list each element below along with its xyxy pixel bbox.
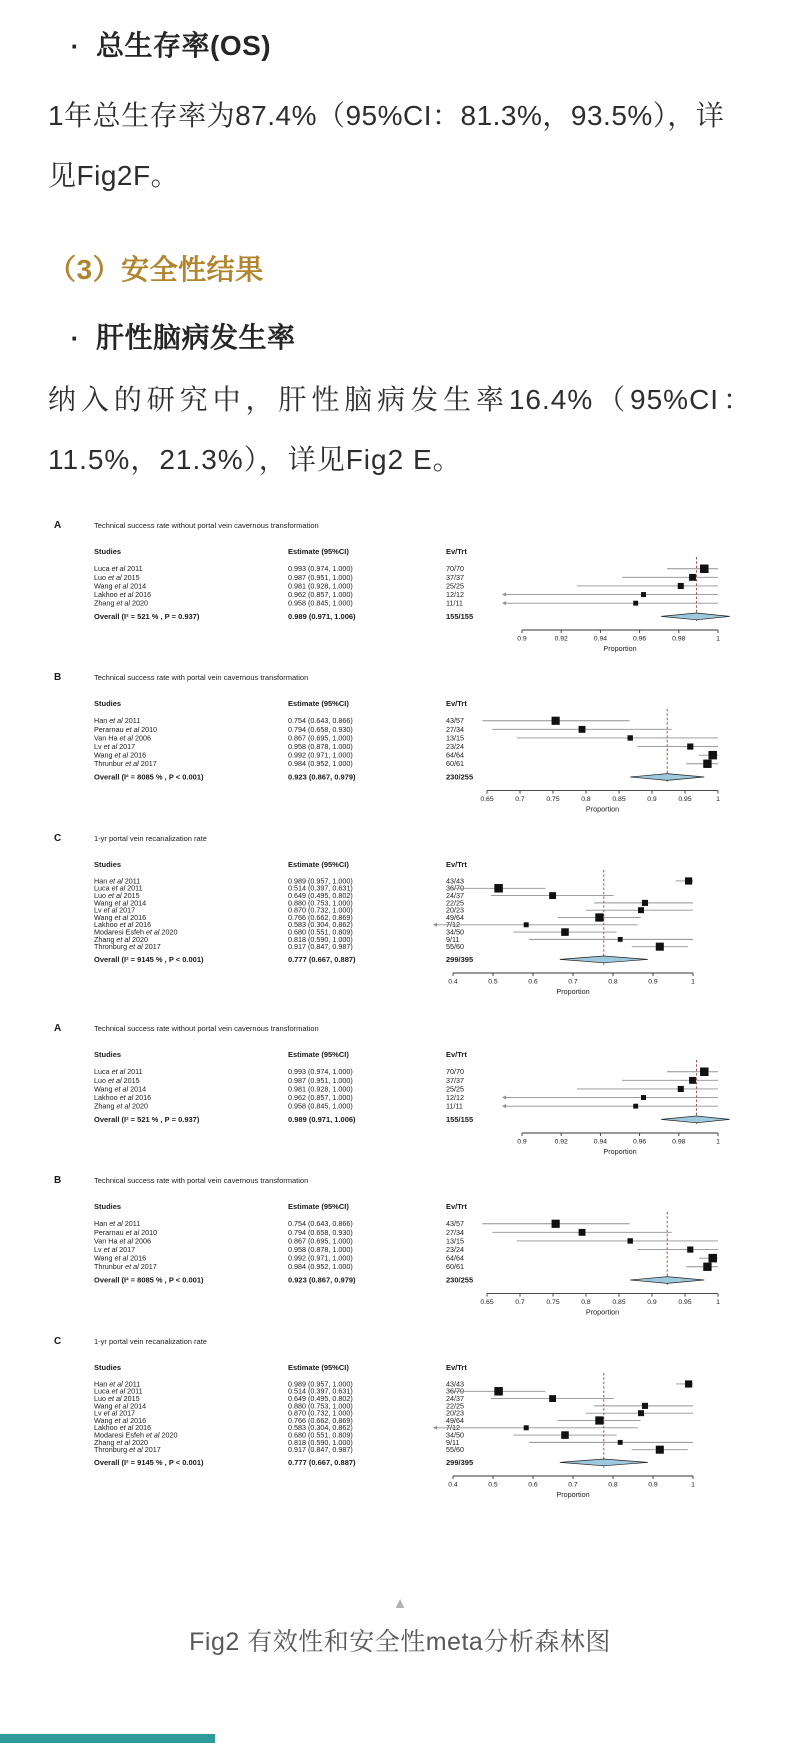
panel-title: 1-yr portal vein recanalization rate (94, 1337, 207, 1346)
study-evtrt: 20/23 (446, 905, 464, 915)
effect-marker (595, 913, 603, 921)
column-header-evtrt: Ev/Trt (446, 547, 467, 556)
effect-marker (656, 943, 664, 951)
study-evtrt: 34/50 (446, 1430, 464, 1440)
x-tick-label: 0.8 (608, 1481, 618, 1489)
x-tick-label: 0.85 (612, 796, 626, 804)
study-estimate: 0.987 (0.951, 1.000) (288, 1075, 353, 1085)
effect-marker (642, 900, 648, 906)
study-name: Wang et al 2016 (94, 750, 147, 760)
overall-label: Overall (I² = 8085 % , P < 0.001) (94, 1275, 204, 1285)
study-estimate: 0.958 (0.845, 1.000) (288, 1101, 353, 1111)
study-estimate: 0.649 (0.495, 0.802) (288, 1393, 353, 1403)
overall-estimate: 0.777 (0.667, 0.887) (288, 1458, 356, 1467)
x-tick-label: 1 (691, 978, 695, 986)
effect-marker (700, 565, 709, 574)
x-tick-label: 0.94 (593, 635, 608, 643)
effect-marker (618, 1440, 623, 1445)
study-estimate: 0.992 (0.971, 1.000) (288, 750, 353, 760)
study-name: Wang et al 2016 (94, 1253, 147, 1263)
study-estimate: 0.680 (0.551, 0.809) (288, 1430, 353, 1440)
effect-marker (524, 922, 529, 927)
study-evtrt: 27/34 (446, 1227, 464, 1237)
panel-letter: B (54, 1175, 62, 1186)
x-tick-label: 0.7 (515, 1299, 525, 1307)
effect-marker (641, 1095, 646, 1100)
bullet-label-he: 肝性脑病发生率 (96, 322, 296, 353)
x-axis-label: Proportion (556, 987, 590, 996)
effect-marker (708, 1254, 717, 1263)
study-evtrt: 25/25 (446, 1084, 464, 1094)
column-header-estimate: Estimate (95%CI) (288, 1363, 349, 1372)
study-estimate: 0.818 (0.590, 1.000) (288, 934, 353, 944)
study-estimate: 0.989 (0.957, 1.000) (288, 1379, 353, 1389)
study-estimate: 0.870 (0.732, 1.000) (288, 1408, 353, 1418)
study-estimate: 0.794 (0.658, 0.930) (288, 724, 353, 734)
study-name: Thrunbur et al 2017 (94, 759, 157, 769)
panel-title: 1-yr portal vein recanalization rate (94, 834, 207, 843)
column-header-studies: Studies (94, 1050, 122, 1059)
effect-marker (628, 735, 633, 740)
study-estimate: 0.766 (0.662, 0.869) (288, 1415, 353, 1425)
x-tick-label: 1 (716, 1299, 720, 1307)
overall-diamond (630, 774, 704, 781)
effect-marker (703, 1263, 711, 1271)
study-name: Han et al 2011 (94, 1379, 141, 1389)
study-evtrt: 34/50 (446, 927, 464, 937)
x-axis-label: Proportion (556, 1490, 590, 1499)
study-name: Han et al 2011 (94, 876, 141, 886)
x-tick-label: 0.92 (554, 1138, 568, 1146)
study-estimate: 0.870 (0.732, 1.000) (288, 905, 353, 915)
x-tick-label: 1 (716, 635, 720, 643)
effect-marker (689, 1077, 696, 1084)
collapse-triangle-icon: ▲ (392, 1595, 408, 1612)
study-name: Luo et al 2015 (94, 1393, 140, 1403)
x-tick-label: 0.7 (568, 978, 578, 986)
study-evtrt: 36/70 (446, 883, 464, 893)
study-estimate: 0.917 (0.847, 0.987) (288, 1445, 353, 1455)
study-evtrt: 49/64 (446, 1415, 464, 1425)
panel-letter: A (54, 520, 62, 531)
x-tick-label: 1 (716, 1138, 720, 1146)
x-tick-label: 0.98 (672, 635, 686, 643)
study-name: Zhang et al 2020 (94, 934, 148, 944)
x-tick-label: 0.9 (648, 978, 658, 986)
study-name: Lakhoo et al 2016 (94, 1423, 152, 1433)
panel-title: Technical success rate with portal vein cavernous transformation (94, 673, 309, 682)
ci-arrow-left (433, 1426, 437, 1430)
study-evtrt: 64/64 (446, 1253, 464, 1263)
study-name: Wang et al 2014 (94, 1084, 147, 1094)
effect-marker (656, 1446, 664, 1454)
study-evtrt: 24/37 (446, 890, 464, 900)
ci-arrow-left (502, 1096, 506, 1100)
study-evtrt: 20/23 (446, 1408, 464, 1418)
study-estimate: 0.680 (0.551, 0.809) (288, 927, 353, 937)
forest-panel-A (48, 516, 760, 658)
overall-evtrt: 155/155 (446, 612, 474, 621)
effect-marker (678, 583, 684, 589)
study-name: Han et al 2011 (94, 1219, 141, 1229)
study-name: Thronburg et al 2017 (94, 1445, 161, 1455)
study-name: Luca et al 2011 (94, 1386, 143, 1396)
study-evtrt: 55/60 (446, 1445, 464, 1455)
x-tick-label: 0.65 (480, 1299, 494, 1307)
overall-diamond (661, 1116, 730, 1123)
effect-marker (633, 601, 638, 606)
effect-marker (628, 1238, 633, 1243)
effect-marker (708, 751, 717, 760)
bullet-item-he (48, 318, 752, 358)
effect-marker (678, 1086, 684, 1092)
forest-panel-A (48, 1019, 760, 1161)
column-header-estimate: Estimate (95%CI) (288, 860, 349, 869)
study-name: Van Ha et al 2006 (94, 733, 152, 743)
study-name: Thrunbur et al 2017 (94, 1262, 157, 1272)
column-header-estimate: Estimate (95%CI) (288, 1202, 349, 1211)
study-estimate: 0.989 (0.957, 1.000) (288, 876, 353, 886)
panel-letter: C (54, 833, 62, 844)
effect-marker (552, 1220, 560, 1228)
study-estimate: 0.917 (0.847, 0.987) (288, 942, 353, 952)
effect-marker (579, 726, 586, 733)
column-header-estimate: Estimate (95%CI) (288, 1050, 349, 1059)
effect-marker (687, 1246, 693, 1252)
column-header-studies: Studies (94, 1363, 122, 1372)
study-name: Luo et al 2015 (94, 1075, 140, 1085)
study-estimate: 0.962 (0.857, 1.000) (288, 589, 353, 599)
overall-evtrt: 155/155 (446, 1115, 474, 1124)
figure-caption: Fig2 有效性和安全性meta分析森林图 (189, 1628, 611, 1656)
overall-label: Overall (I² = 521 % , P = 0.937) (94, 1115, 200, 1124)
study-estimate: 0.514 (0.397, 0.631) (288, 883, 353, 893)
study-evtrt: 12/12 (446, 589, 464, 599)
x-tick-label: 0.6 (528, 1481, 538, 1489)
study-estimate: 0.958 (0.878, 1.000) (288, 1244, 353, 1254)
study-estimate: 0.754 (0.643, 0.866) (288, 1219, 353, 1229)
x-axis-label: Proportion (603, 644, 637, 653)
forest-panel-C (48, 1332, 760, 1504)
effect-marker (579, 1229, 586, 1236)
column-header-studies: Studies (94, 860, 122, 869)
effect-marker (561, 1431, 569, 1439)
x-tick-label: 0.7 (568, 1481, 578, 1489)
x-tick-label: 0.95 (678, 796, 692, 804)
x-tick-label: 0.98 (672, 1138, 686, 1146)
study-estimate: 0.962 (0.857, 1.000) (288, 1092, 353, 1102)
study-name: Perarnau et al 2010 (94, 724, 158, 734)
study-estimate: 0.993 (0.974, 1.000) (288, 1067, 353, 1077)
study-estimate: 0.984 (0.952, 1.000) (288, 759, 353, 769)
x-tick-label: 1 (716, 796, 720, 804)
x-tick-label: 0.75 (546, 796, 560, 804)
overall-evtrt: 299/395 (446, 1458, 474, 1467)
study-estimate: 0.981 (0.928, 1.000) (288, 1084, 353, 1094)
study-name: Luo et al 2015 (94, 890, 140, 900)
panel-title: Technical success rate without portal vein cavernous transformation (94, 521, 319, 530)
effect-marker (595, 1416, 603, 1424)
column-header-evtrt: Ev/Trt (446, 1050, 467, 1059)
x-tick-label: 0.65 (480, 796, 494, 804)
study-name: Wang et al 2014 (94, 581, 147, 591)
study-estimate: 0.583 (0.304, 0.862) (288, 920, 353, 930)
column-header-evtrt: Ev/Trt (446, 1202, 467, 1211)
study-estimate: 0.754 (0.643, 0.866) (288, 716, 353, 726)
study-evtrt: 7/12 (446, 1423, 460, 1433)
x-tick-label: 0.9 (647, 796, 657, 804)
study-estimate: 0.766 (0.662, 0.869) (288, 912, 353, 922)
study-estimate: 0.794 (0.658, 0.930) (288, 1227, 353, 1237)
column-header-evtrt: Ev/Trt (446, 860, 467, 869)
column-header-estimate: Estimate (95%CI) (288, 547, 349, 556)
x-tick-label: 0.85 (612, 1299, 626, 1307)
overall-label: Overall (I² = 8085 % , P < 0.001) (94, 772, 204, 782)
effect-marker (561, 928, 569, 936)
effect-marker (524, 1425, 529, 1430)
effect-marker (641, 592, 646, 597)
effect-marker (549, 1395, 556, 1402)
column-header-estimate: Estimate (95%CI) (288, 699, 349, 708)
study-evtrt: 7/12 (446, 920, 460, 930)
study-estimate: 0.867 (0.695, 1.000) (288, 733, 353, 743)
section-heading-safety: （3）安全性结果 (48, 254, 264, 285)
column-header-studies: Studies (94, 699, 122, 708)
ci-arrow-left (502, 601, 506, 605)
study-evtrt: 22/25 (446, 898, 464, 908)
effect-marker (700, 1068, 709, 1077)
x-tick-label: 0.96 (632, 635, 647, 643)
effect-marker (494, 884, 503, 893)
study-name: Perarnau et al 2010 (94, 1227, 158, 1237)
study-name: Lv et al 2017 (94, 905, 136, 915)
effect-marker (642, 1403, 648, 1409)
study-name: Wang et al 2016 (94, 1415, 147, 1425)
study-name: Modaresi Esfeh et al 2020 (94, 927, 178, 937)
study-evtrt: 70/70 (446, 564, 464, 574)
study-estimate: 0.880 (0.753, 1.000) (288, 898, 353, 908)
overall-evtrt: 299/395 (446, 955, 474, 964)
x-tick-label: 0.8 (581, 1299, 591, 1307)
study-evtrt: 60/61 (446, 1262, 464, 1272)
bullet-label-os: 总生存率(OS) (96, 30, 272, 61)
study-name: Lv et al 2017 (94, 1408, 136, 1418)
bullet-dot-icon: · (70, 31, 80, 61)
bullet-dot-icon: · (70, 323, 80, 353)
overall-estimate: 0.989 (0.971, 1.006) (288, 612, 356, 621)
study-estimate: 0.958 (0.845, 1.000) (288, 598, 353, 608)
study-evtrt: 23/24 (446, 1244, 464, 1254)
overall-diamond (630, 1277, 704, 1284)
study-estimate: 0.867 (0.695, 1.000) (288, 1236, 353, 1246)
effect-marker (703, 760, 711, 768)
bullet-item-os (48, 26, 752, 66)
overall-evtrt: 230/255 (446, 772, 474, 782)
overall-diamond (560, 956, 648, 963)
study-estimate: 0.993 (0.974, 1.000) (288, 564, 353, 574)
x-tick-label: 0.92 (554, 635, 568, 643)
forest-figure-block (48, 1019, 752, 1504)
x-axis-label: Proportion (603, 1147, 637, 1156)
study-name: Lakhoo et al 2016 (94, 589, 152, 599)
x-tick-label: 0.96 (632, 1138, 647, 1146)
x-tick-label: 0.9 (648, 1481, 658, 1489)
study-evtrt: 43/43 (446, 876, 464, 886)
panel-title: Technical success rate without portal vein cavernous transformation (94, 1024, 319, 1033)
ci-arrow-left (502, 1104, 506, 1108)
x-tick-label: 0.75 (546, 1299, 560, 1307)
study-evtrt: 70/70 (446, 1067, 464, 1077)
study-estimate: 0.818 (0.590, 1.000) (288, 1437, 353, 1447)
forest-figure (48, 516, 752, 1504)
x-tick-label: 1 (691, 1481, 695, 1489)
figure-caption-wrap (0, 1596, 800, 1658)
forest-panel-C (48, 829, 760, 1001)
column-header-studies: Studies (94, 1202, 122, 1211)
effect-marker (689, 574, 696, 581)
x-tick-label: 0.5 (488, 978, 498, 986)
x-tick-label: 0.8 (581, 796, 591, 804)
study-evtrt: 9/11 (446, 1437, 460, 1447)
study-evtrt: 11/11 (446, 598, 463, 608)
study-estimate: 0.984 (0.952, 1.000) (288, 1262, 353, 1272)
panel-letter: B (54, 672, 62, 683)
effect-marker (552, 717, 560, 725)
study-name: Zhang et al 2020 (94, 1437, 148, 1447)
study-estimate: 0.992 (0.971, 1.000) (288, 1253, 353, 1263)
study-evtrt: 27/34 (446, 724, 464, 734)
study-evtrt: 13/15 (446, 1236, 464, 1246)
study-name: Van Ha et al 2006 (94, 1236, 152, 1246)
effect-marker (685, 1380, 692, 1387)
forest-panel-B (48, 1171, 760, 1322)
column-header-studies: Studies (94, 547, 122, 556)
effect-marker (494, 1387, 503, 1396)
study-evtrt: 43/57 (446, 716, 464, 726)
overall-estimate: 0.777 (0.667, 0.887) (288, 955, 356, 964)
study-name: Lakhoo et al 2016 (94, 1092, 152, 1102)
overall-evtrt: 230/255 (446, 1275, 474, 1285)
x-tick-label: 0.9 (517, 635, 527, 643)
study-estimate: 0.880 (0.753, 1.000) (288, 1401, 353, 1411)
x-tick-label: 0.4 (448, 978, 458, 986)
study-name: Thronburg et al 2017 (94, 942, 161, 952)
effect-marker (549, 892, 556, 899)
effect-marker (618, 937, 623, 942)
paragraph-os: 1年总生存率为87.4%（95%CI：81.3%，93.5%），详见Fig2F。 (48, 100, 725, 191)
study-evtrt: 23/24 (446, 741, 464, 751)
paragraph-he: 纳入的研究中，肝性脑病发生率16.4%（95%CI：11.5%，21.3%），详见Fig2 E。 (48, 384, 752, 475)
effect-marker (685, 877, 692, 884)
study-name: Luca et al 2011 (94, 1067, 143, 1077)
study-name: Lv et al 2017 (94, 1244, 136, 1254)
x-tick-label: 0.9 (647, 1299, 657, 1307)
study-evtrt: 36/70 (446, 1386, 464, 1396)
overall-estimate: 0.923 (0.867, 0.979) (288, 772, 356, 782)
overall-diamond (560, 1459, 648, 1466)
study-name: Modaresi Esfeh et al 2020 (94, 1430, 178, 1440)
study-name: Zhang et al 2020 (94, 1101, 148, 1111)
x-tick-label: 0.95 (678, 1299, 692, 1307)
effect-marker (638, 1410, 644, 1416)
effect-marker (633, 1104, 638, 1109)
forest-panel-B (48, 668, 760, 819)
study-evtrt: 9/11 (446, 934, 460, 944)
study-estimate: 0.583 (0.304, 0.862) (288, 1423, 353, 1433)
study-evtrt: 37/37 (446, 572, 464, 582)
effect-marker (687, 743, 693, 749)
study-evtrt: 12/12 (446, 1092, 464, 1102)
study-evtrt: 22/25 (446, 1401, 464, 1411)
study-evtrt: 37/37 (446, 1075, 464, 1085)
study-name: Zhang et al 2020 (94, 598, 148, 608)
x-tick-label: 0.5 (488, 1481, 498, 1489)
ci-arrow-left (502, 593, 506, 597)
x-axis-label: Proportion (585, 1307, 620, 1317)
study-estimate: 0.958 (0.878, 1.000) (288, 741, 353, 751)
study-evtrt: 25/25 (446, 581, 464, 591)
column-header-evtrt: Ev/Trt (446, 699, 467, 708)
effect-marker (638, 907, 644, 913)
study-estimate: 0.981 (0.928, 1.000) (288, 581, 353, 591)
overall-label: Overall (I² = 9145 % , P < 0.001) (94, 955, 204, 964)
study-name: Luca et al 2011 (94, 564, 143, 574)
study-evtrt: 55/60 (446, 942, 464, 952)
x-tick-label: 0.94 (593, 1138, 608, 1146)
study-evtrt: 60/61 (446, 759, 464, 769)
study-estimate: 0.649 (0.495, 0.802) (288, 890, 353, 900)
study-evtrt: 24/37 (446, 1393, 464, 1403)
study-estimate: 0.987 (0.951, 1.000) (288, 572, 353, 582)
study-name: Wang et al 2016 (94, 912, 147, 922)
column-header-evtrt: Ev/Trt (446, 1363, 467, 1372)
x-tick-label: 0.6 (528, 978, 538, 986)
overall-label: Overall (I² = 521 % , P = 0.937) (94, 612, 200, 621)
study-evtrt: 11/11 (446, 1101, 463, 1111)
study-name: Lv et al 2017 (94, 741, 136, 751)
overall-estimate: 0.923 (0.867, 0.979) (288, 1275, 356, 1285)
overall-estimate: 0.989 (0.971, 1.006) (288, 1115, 356, 1124)
x-tick-label: 0.9 (517, 1138, 527, 1146)
x-axis-label: Proportion (585, 804, 620, 814)
overall-diamond (661, 613, 730, 620)
study-evtrt: 49/64 (446, 912, 464, 922)
study-name: Wang et al 2014 (94, 1401, 147, 1411)
overall-label: Overall (I² = 9145 % , P < 0.001) (94, 1458, 204, 1467)
study-name: Luo et al 2015 (94, 572, 140, 582)
study-name: Lakhoo et al 2016 (94, 920, 152, 930)
study-evtrt: 43/57 (446, 1219, 464, 1229)
x-tick-label: 0.4 (448, 1481, 458, 1489)
study-evtrt: 13/15 (446, 733, 464, 743)
study-name: Luca et al 2011 (94, 883, 143, 893)
x-tick-label: 0.8 (608, 978, 618, 986)
x-tick-label: 0.7 (515, 796, 525, 804)
panel-letter: A (54, 1023, 62, 1034)
ci-arrow-left (433, 923, 437, 927)
study-name: Wang et al 2014 (94, 898, 147, 908)
study-evtrt: 43/43 (446, 1379, 464, 1389)
panel-letter: C (54, 1336, 62, 1347)
forest-figure-block (48, 516, 752, 1001)
study-name: Han et al 2011 (94, 716, 141, 726)
footer-accent-bar (0, 1734, 215, 1743)
study-evtrt: 64/64 (446, 750, 464, 760)
panel-title: Technical success rate with portal vein cavernous transformation (94, 1176, 309, 1185)
study-estimate: 0.514 (0.397, 0.631) (288, 1386, 353, 1396)
